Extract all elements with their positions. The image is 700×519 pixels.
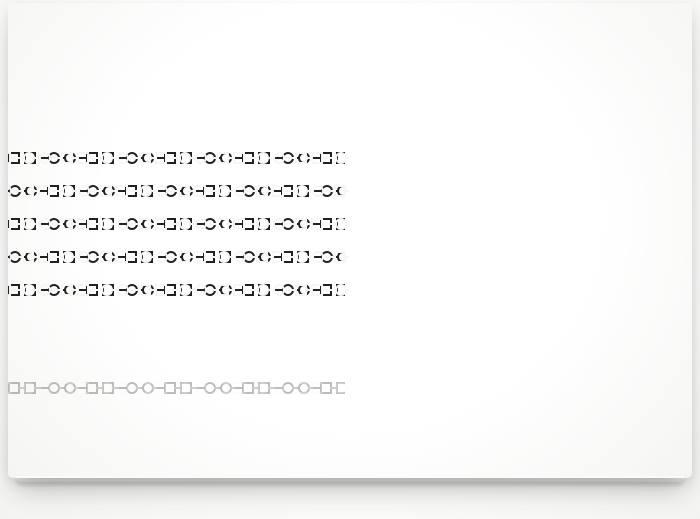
book-spread xyxy=(8,3,692,478)
chain-pattern-right xyxy=(8,3,349,478)
right-page xyxy=(8,3,362,478)
chain-row xyxy=(8,247,349,267)
chain-row-faded-30 xyxy=(8,378,349,398)
chain-row xyxy=(8,280,349,300)
chain-row xyxy=(8,148,349,168)
chain-row xyxy=(8,214,349,234)
chain-row xyxy=(8,181,349,201)
